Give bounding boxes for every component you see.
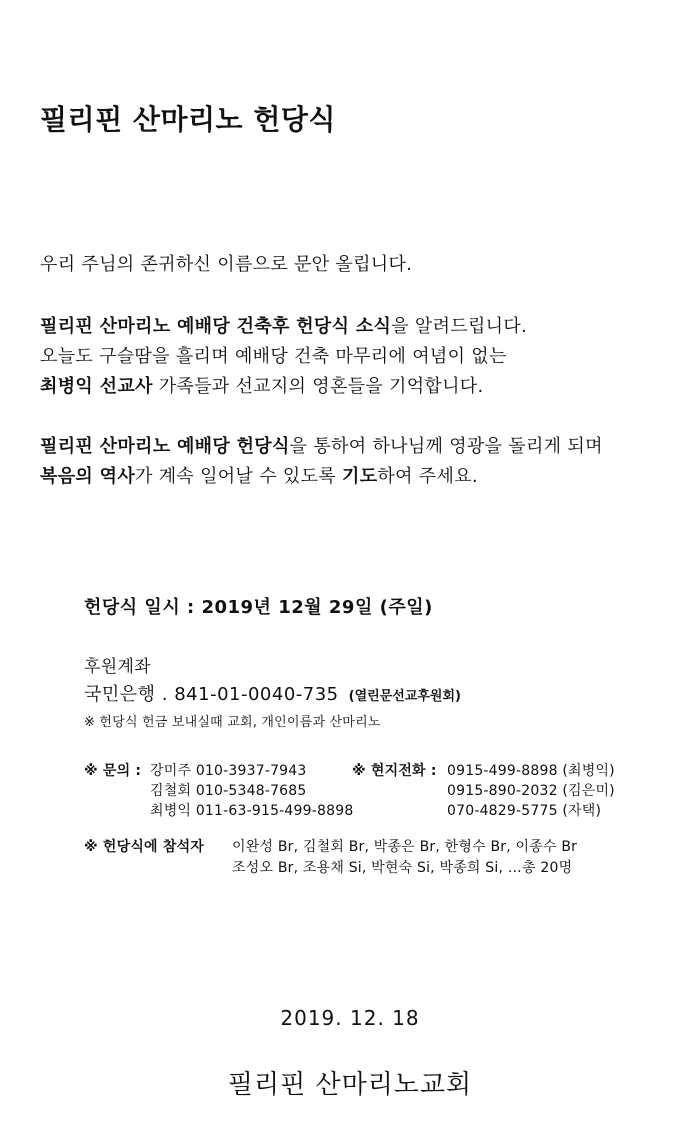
attendees-line-2: 조성오 Br, 조용채 Si, 박현숙 Si, 박종희 Si, …총 20명 (232, 860, 573, 876)
event-datetime: 헌당식 일시 : 2019년 12월 29일 (주일) (84, 597, 433, 618)
p2-line1-rest: 을 통하여 하나님께 영광을 돌리게 되며 (289, 436, 603, 457)
p2-line2-d: 하여 주세요. (377, 466, 478, 487)
contact-row-2: 김철회 010-5348-7685 (150, 783, 307, 799)
paragraph-1-line-3 (40, 372, 484, 398)
p1-line3-rest: 가족들과 선교지의 영혼들을 기억합니다. (152, 376, 484, 397)
local-phone-row-1: 0915-499-8898 (최병익) (447, 763, 615, 779)
greeting: 우리 주님의 존귀하신 이름으로 문안 올립니다. (40, 254, 413, 275)
p1-line1-rest: 을 알려드립니다. (391, 316, 528, 337)
p2-line2-b: 가 계속 일어날 수 있도록 (135, 466, 343, 487)
p1-line1-bold: 필리핀 산마리노 예배당 건축후 헌당식 소식 (40, 316, 392, 337)
account-line (84, 680, 461, 706)
paragraph-1-line-1 (40, 312, 527, 338)
account-note: ※ 헌당식 헌금 보내실때 교회, 개인이름과 산마리노 (84, 715, 381, 730)
contact-row-3: 최병익 011-63-915-499-8898 (150, 803, 354, 819)
attendees-label: ※ 헌당식에 참석자 (84, 839, 205, 855)
contact-row-1: 강미주 010-3937-7943 (150, 763, 307, 779)
paragraph-2-line-1 (40, 432, 603, 458)
account-heading: 후원계좌 (84, 657, 151, 677)
paragraph-1-line-2: 오늘도 구슬땀을 흘리며 예배당 건축 마무리에 여념이 없는 (40, 346, 507, 367)
account-number: 국민은행 . 841-01-0040-735 (84, 684, 339, 705)
p1-line3-bold: 최병익 선교사 (40, 376, 153, 397)
paragraph-2-line-2 (40, 462, 478, 488)
footer-church-name: 필리핀 산마리노교회 (227, 1070, 473, 1100)
p2-line1-bold: 필리핀 산마리노 예배당 헌당식 (40, 436, 290, 457)
page-title: 필리핀 산마리노 헌당식 (40, 103, 336, 136)
local-phone-row-2: 0915-890-2032 (김은미) (447, 783, 615, 799)
local-phone-label: ※ 현지전화 : (352, 763, 437, 779)
p2-line2-c: 기도 (342, 466, 378, 487)
attendees-line-1: 이완성 Br, 김철회 Br, 박종은 Br, 한형수 Br, 이종수 Br (232, 839, 578, 855)
footer-date: 2019. 12. 18 (280, 1006, 420, 1030)
local-phone-row-3: 070-4829-5775 (자택) (447, 803, 602, 819)
p2-line2-a: 복음의 역사 (40, 466, 136, 487)
account-holder: (열린문선교후원회) (348, 689, 461, 704)
contact-label: ※ 문의 : (84, 763, 142, 779)
